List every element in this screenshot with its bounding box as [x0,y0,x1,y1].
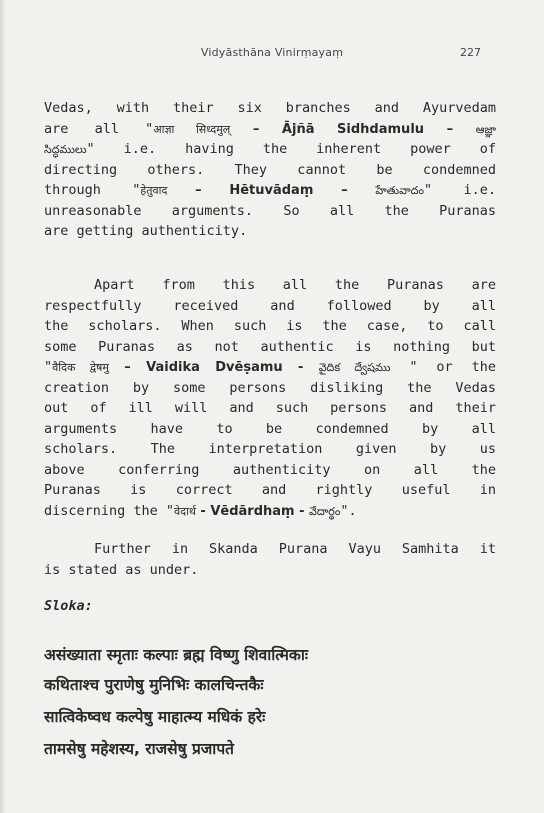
text-line: Vedas, with their six branches and Ayurvedam [44,100,496,116]
text-line: above conferring authenticity on all the [44,461,496,478]
telugu-term: ఆజ్ఞా [475,122,496,136]
text-line: arguments have to be condemned by all [44,420,496,437]
telugu-term: వేదార్థం [309,504,341,518]
sloka-verse-line: असंख्याता स्मृताः कल्पाः ब्रह्म विष्णु शिवात्मिकाः [44,646,308,664]
paragraph-skanda-purana [44,539,496,580]
text-line: "वैदिक द्वेषमु – Vaidika Dvēṣamu - వైదిక ద్వేషము " or the [44,359,496,375]
text-line: Puranas is correct and rightly useful in [44,482,496,498]
page-edge [0,0,6,813]
devanagari-term: आज्ञा सिध्दमुल् [153,122,231,136]
text-line: respectfully received and followed by all [44,297,496,314]
text-line: are getting authenticity. [44,223,248,239]
sloka-verse-line: तामसेषु महेशस्य, राजसेषु प्रजापते [44,740,234,758]
transliteration-term: - Vēdārdhaṃ - [195,503,310,519]
paragraph-puranas [44,275,496,521]
text-line: out of ill will and such persons and their [44,400,496,416]
text-line: are all "आज्ञा सिध्दमुल् – Ājñā Sidhdamulu – ఆజ్ఞా [44,120,496,137]
text-line: the scholars. When such is the case, to call [44,318,496,334]
telugu-term: సిద్ధములు [44,143,87,156]
transliteration-term: – Hētuvādaṃ – [167,183,376,198]
text-line: creation by some persons disliking the Vedas [44,379,496,396]
page-number: 227 [460,46,481,59]
text-line: Apart from this all the Puranas are [94,277,496,293]
text-line: Further in Skanda Purana Vayu Samhita it [94,541,496,557]
text-line: directing others. They cannot be condemned [44,161,496,178]
transliteration-term: – Vaidika Dvēṣamu - [108,360,319,375]
text-line: through "हेतुवाद – Hētuvādaṃ – హేతువాదం" i.e. [44,182,496,198]
text-line: unreasonable arguments. So all the Puranas [44,202,496,219]
running-header-title: Vidyāsthāna Vinirṃayaṃ [200,46,344,59]
devanagari-term: हेतुवाद [140,184,168,197]
text-line: scholars. The interpretation given by us [44,441,496,457]
sloka-verse-line: सात्विकेष्वध कल्पेषु माहात्म्य मधिकं हरेः [44,708,266,726]
devanagari-term: वैदिक द्वेषमु [52,361,109,374]
text-line: సిద్ధములు" i.e. having the inherent power of [44,141,496,157]
text-line: discerning the "वेदार्थ - Vēdārdhaṃ - వేదార్థం". [44,502,357,519]
sloka-verse-line: कथिताश्च पुराणेषु मुनिभिः कालचिन्तकैः [44,676,264,694]
telugu-term: వైదిక ద్వేషము [318,361,391,374]
paragraph-vedas [44,98,496,242]
sloka-heading: Sloka: [44,598,93,614]
text-line: is stated as under. [44,561,199,578]
text-line: some Puranas as not authentic is nothing but [44,338,496,355]
transliteration-term: – Ājñā Sidhdamulu – [230,121,476,137]
devanagari-term: वेदार्थ [174,504,196,518]
telugu-term: హేతువాదం [375,184,424,197]
